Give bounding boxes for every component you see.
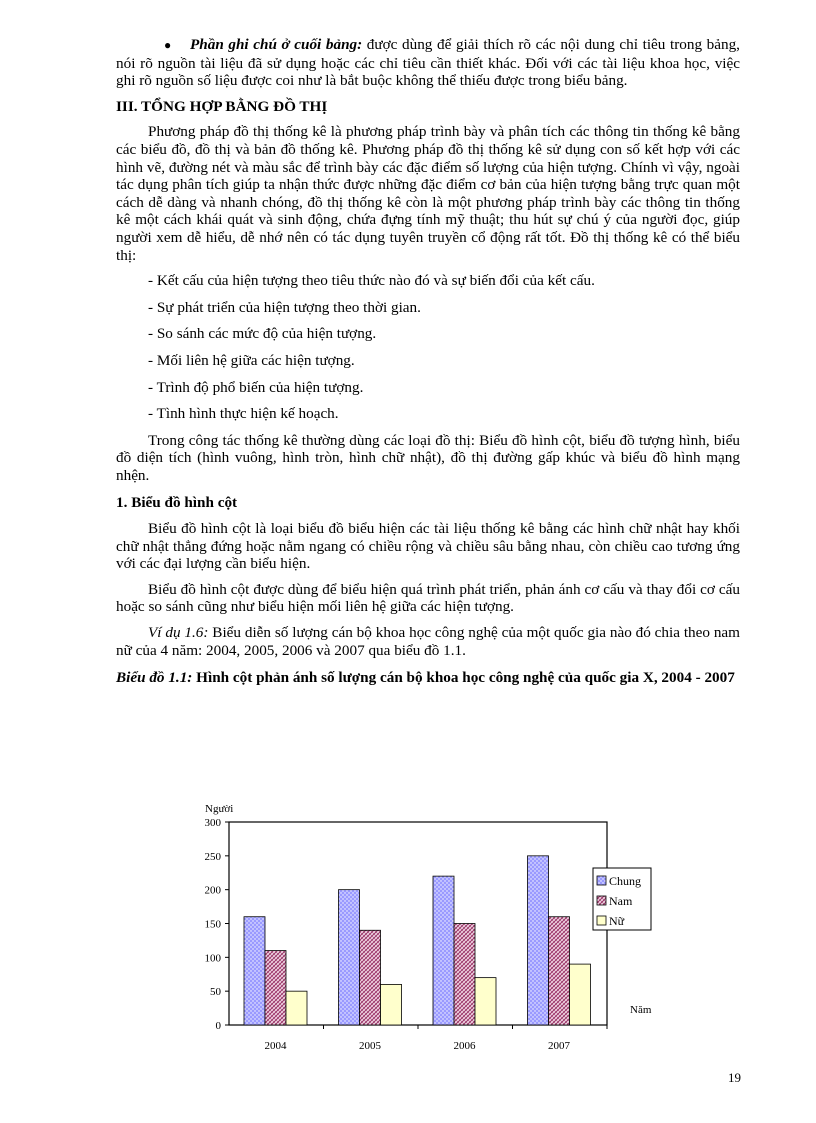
intro-paragraph: Phương pháp đồ thị thống kê là phương pháp trình bày và phân tích các thông tin thống kê bằng các biểu đồ, đồ thị và bản đồ thống kê. Phương pháp đồ thị thống kê sử dụng con số kết hợp với các hình vẽ, đường nét và màu sắc để trình bày các đặc điểm số lượng của hiện tượng. Chính vì vậy, ngoài tác dụng phân tích giúp ta nhận thức được những đặc điểm cơ bản của hiện tượng bằng trực quan một cách dễ dàng và nhanh chóng, đồ thị thống kê còn là một phương pháp trình bày các thông tin thống kê một cách khái quát và sinh động, chứa đựng tính mỹ thuật; thu hút sự chú ý của người đọc, giúp người xem dễ hiểu, dễ nhớ nên có tác dụng tuyên truyền cổ động rất tốt. Đồ thị thống kê có thể biểu thị:	[116, 123, 740, 264]
bullet-icon: ●	[164, 38, 172, 52]
bullet-label: Phần ghi chú ở cuối bảng:	[190, 36, 363, 53]
bar-nam	[454, 924, 475, 1026]
x-tick-label: 2007	[548, 1040, 570, 1052]
section-heading: III. TỔNG HỢP BẰNG ĐỒ THỊ	[116, 97, 328, 115]
x-tick-label: 2006	[453, 1040, 476, 1052]
list-item: - Mối liên hệ giữa các hiện tượng.	[148, 351, 355, 369]
list-item: - Tình hình thực hiện kế hoạch.	[148, 405, 339, 423]
legend-label: Nữ	[609, 914, 625, 928]
legend-swatch-chung	[597, 876, 606, 885]
legend-label: Chung	[609, 874, 642, 888]
example-text: Biểu diễn số lượng cán bộ khoa học công nghệ của một quốc gia nào đó chia theo nam nữ của 4 năm: 2004, 2005, 2006 và 2007 qua biểu đồ 1.1.	[116, 624, 740, 659]
bar-paragraph-1: Biểu đồ hình cột là loại biểu đồ biểu hiện các tài liệu thống kê bằng các hình chữ nhật hay khối chữ nhật thẳng đứng hoặc nằm ngang có chiều rộng và chiều sâu bằng nhau, còn chiều cao tương ứng với các đại lượng cần biểu hiện.	[116, 520, 740, 573]
x-tick-label: 2004	[264, 1040, 287, 1052]
y-tick-label: 250	[204, 850, 221, 863]
subsection-heading: 1. Biểu đồ hình cột	[116, 494, 238, 512]
caption-text: Hình cột phản ánh số lượng cán bộ khoa học công nghệ của quốc gia X, 2004 - 2007	[192, 669, 735, 687]
bar-chung	[433, 876, 454, 1025]
y-tick-label: 150	[204, 918, 221, 931]
bar-paragraph-2: Biểu đồ hình cột được dùng để biểu hiện quá trình phát triển, phản ánh cơ cấu và thay đổi cơ cấu hoặc so sánh cũng như biểu hiện mối liên hệ giữa các hiện tượng.	[116, 580, 740, 616]
bar-chung	[244, 917, 265, 1025]
bar-nam	[265, 951, 286, 1025]
bar-nam	[360, 930, 381, 1025]
example-label: Ví dụ 1.6:	[148, 624, 209, 642]
bullet-text: được dùng để giải thích rõ các nội dung chỉ tiêu trong bảng, nói rõ nguồn tài liệu đã sử dụng hoặc các chỉ tiêu cần thiết khác. Đối với các tài liệu khoa học, việc ghi rõ nguồn số liệu được coi như là bắt buộc không thể thiếu được trong biểu bảng.	[116, 36, 740, 90]
bar-nu	[475, 978, 496, 1025]
list-item: - Trình độ phổ biến của hiện tượng.	[148, 378, 364, 396]
y-tick-label: 0	[215, 1020, 221, 1032]
bar-nu	[286, 991, 307, 1025]
list-item: - Sự phát triển của hiện tượng theo thời gian.	[148, 298, 421, 316]
x-axis-label: Năm	[630, 1004, 652, 1016]
y-tick-label: 200	[204, 884, 221, 897]
bar-chung	[339, 890, 360, 1025]
y-tick-label: 100	[204, 952, 221, 965]
list-item: - So sánh các mức độ của hiện tượng.	[148, 325, 377, 343]
legend-swatch-nam	[597, 896, 606, 905]
legend-label: Nam	[609, 894, 633, 908]
bar-nu	[381, 984, 402, 1025]
bar-nam	[549, 917, 570, 1025]
x-tick-label: 2005	[359, 1040, 381, 1052]
legend-swatch-nu	[597, 916, 606, 925]
bar-chung	[528, 856, 549, 1025]
caption-label: Biểu đồ 1.1:	[116, 669, 193, 687]
y-axis-label: Người	[205, 803, 234, 815]
list-item: - Kết cấu của hiện tượng theo tiêu thức nào đó và sự biến đổi của kết cấu.	[148, 272, 595, 290]
types-paragraph: Trong công tác thống kê thường dùng các loại đồ thị: Biểu đồ hình cột, biểu đồ tượng hình, biểu đồ diện tích (hình vuông, hình tròn, hình chữ nhật), đồ thị đường gấp khúc và biểu đồ hình mạng nhện.	[116, 431, 740, 484]
y-tick-label: 50	[210, 986, 221, 999]
y-tick-label: 300	[204, 817, 221, 829]
page-number: 19	[728, 1070, 741, 1085]
bar-nu	[570, 964, 591, 1025]
